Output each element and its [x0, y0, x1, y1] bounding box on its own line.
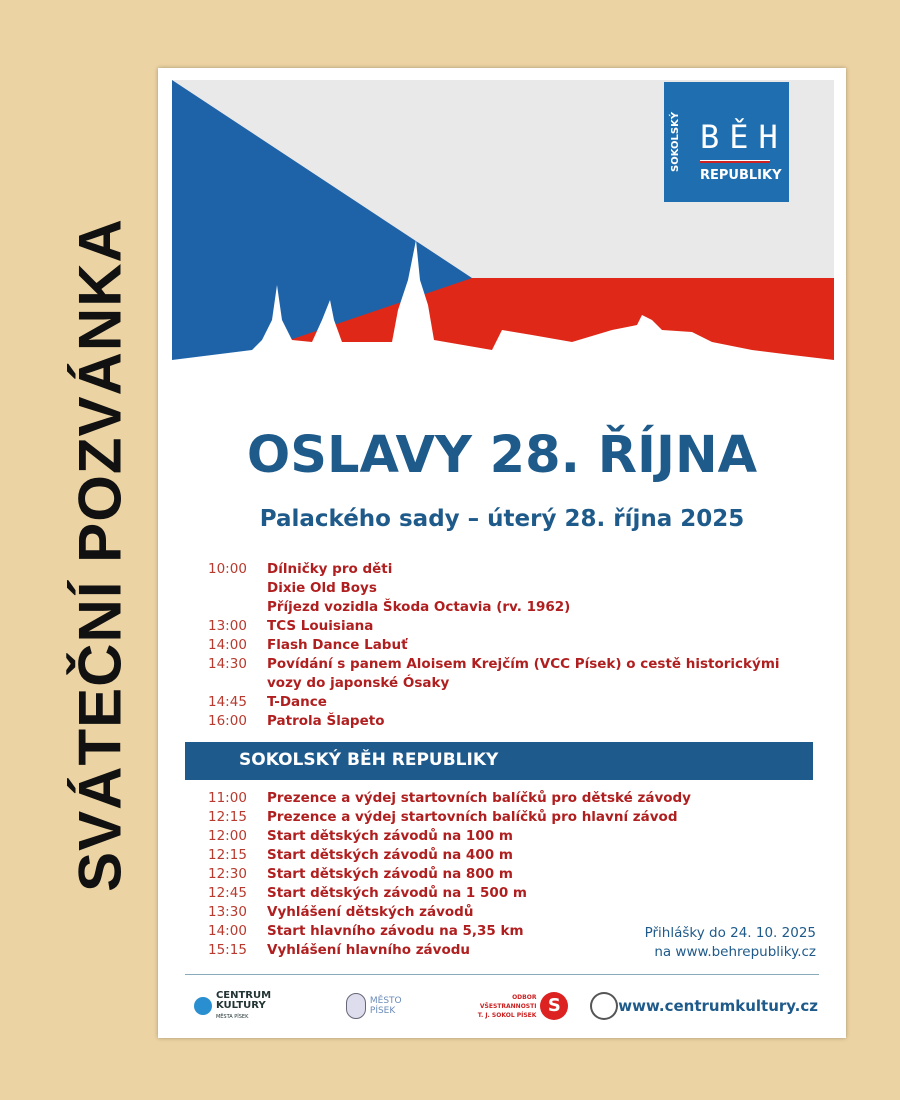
- schedule-event: Povídání s panem Aloisem Krejčím (VCC Písek) o cestě historickými vozy do japonské Ósaky: [267, 656, 780, 691]
- sokolsky-beh-logo: [664, 82, 789, 202]
- schedule-item: [208, 865, 807, 884]
- schedule-time: 13:30: [208, 904, 247, 920]
- schedule-time: 12:45: [208, 885, 247, 901]
- run-heading: SOKOLSKÝ BĚH REPUBLIKY: [185, 742, 813, 780]
- schedule-item: [208, 789, 807, 808]
- registration-note: [645, 924, 816, 962]
- footer-logos: [194, 988, 818, 1024]
- logo-bottom: REPUBLIKY: [700, 168, 782, 183]
- schedule-event: Start dětských závodů na 1 500 m: [267, 885, 527, 901]
- schedule-time: 10:00: [208, 561, 247, 577]
- poster: [158, 68, 846, 1038]
- logo-top: SOKOLSKÝ: [670, 111, 681, 172]
- schedule-time: 16:00: [208, 713, 247, 729]
- schedule-item: [208, 655, 807, 693]
- schedule-time: 12:30: [208, 866, 247, 882]
- schedule-event: Dílničky pro děti: [267, 561, 393, 577]
- schedule-item: [208, 808, 807, 827]
- schedule-time: 15:15: [208, 942, 247, 958]
- logo-beh: BĚH: [700, 118, 788, 156]
- schedule-event: Dixie Old Boys: [267, 580, 377, 596]
- schedule-item: [208, 712, 807, 731]
- schedule-event: Prezence a výdej startovních balíčků pro hlavní závod: [267, 809, 678, 825]
- centrum-kultury-logo: CENTRUM KULTURY MĚSTA PÍSEK: [215, 989, 272, 1020]
- sokol-logo: ODBOR VŠESTRANNOSTI T. J. SOKOL PÍSEK: [477, 993, 537, 1019]
- schedule-event: TCS Louisiana: [267, 618, 374, 634]
- divider: [185, 974, 819, 975]
- sokol-emblem-icon: S: [540, 992, 568, 1020]
- schedule-item: [208, 827, 807, 846]
- schedule-event: Start hlavního závodu na 5,35 km: [267, 923, 524, 939]
- schedule-event: Start dětských závodů na 100 m: [267, 828, 513, 844]
- page-title: OSLAVY 28. ŘÍJNA: [246, 426, 758, 485]
- schedule-time: 14:00: [208, 923, 247, 939]
- schedule-time: 14:30: [208, 656, 247, 672]
- schedule-time: [208, 598, 267, 617]
- program-list: [208, 560, 807, 731]
- schedule-event: Prezence a výdej startovních balíčků pro dětské závody: [267, 790, 691, 806]
- schedule-time: 14:00: [208, 637, 247, 653]
- schedule-item: [208, 903, 807, 922]
- schedule-item: [208, 579, 807, 598]
- schedule-item: [208, 884, 807, 903]
- subtitle: Palackého sady – úterý 28. října 2025: [259, 506, 745, 532]
- pisek-crest-icon: [346, 993, 366, 1019]
- schedule-time: 14:45: [208, 694, 247, 710]
- schedule-event: Start dětských závodů na 400 m: [267, 847, 513, 863]
- schedule-time: 11:00: [208, 790, 247, 806]
- schedule-item: [208, 846, 807, 865]
- schedule-item: [208, 560, 807, 579]
- registration-link[interactable]: na www.behrepubliky.cz: [654, 944, 816, 960]
- logo-stripe: [700, 160, 770, 163]
- schedule-event: Patrola Šlapeto: [267, 713, 385, 729]
- side-title: SVÁTEČNÍ POZVÁNKA: [66, 218, 134, 892]
- schedule-item: [208, 617, 807, 636]
- schedule-event: Vyhlášení hlavního závodu: [267, 942, 471, 958]
- schedule-time: 12:15: [208, 809, 247, 825]
- schedule-item: [208, 636, 807, 655]
- schedule-item: [208, 693, 807, 712]
- schedule-event: Vyhlášení dětských závodů: [267, 904, 474, 920]
- schedule-event: Flash Dance Labuť: [267, 637, 408, 653]
- schedule-event: Start dětských závodů na 800 m: [267, 866, 513, 882]
- mesto-pisek-logo: MĚSTO PÍSEK: [369, 996, 402, 1016]
- schedule-event: T-Dance: [267, 694, 327, 710]
- schedule-time: 13:00: [208, 618, 247, 634]
- schedule-item: [208, 598, 807, 617]
- centrum-kultury-logo-icon: [194, 997, 212, 1015]
- schedule-time: 12:15: [208, 847, 247, 863]
- schedule-time: [208, 579, 267, 598]
- website-link[interactable]: www.centrumkultury.cz: [618, 997, 818, 1015]
- seal-icon: [590, 992, 618, 1020]
- schedule-event: Příjezd vozidla Škoda Octavia (rv. 1962): [267, 599, 571, 615]
- registration-deadline: Přihlášky do 24. 10. 2025: [644, 925, 816, 941]
- schedule-time: 12:00: [208, 828, 247, 844]
